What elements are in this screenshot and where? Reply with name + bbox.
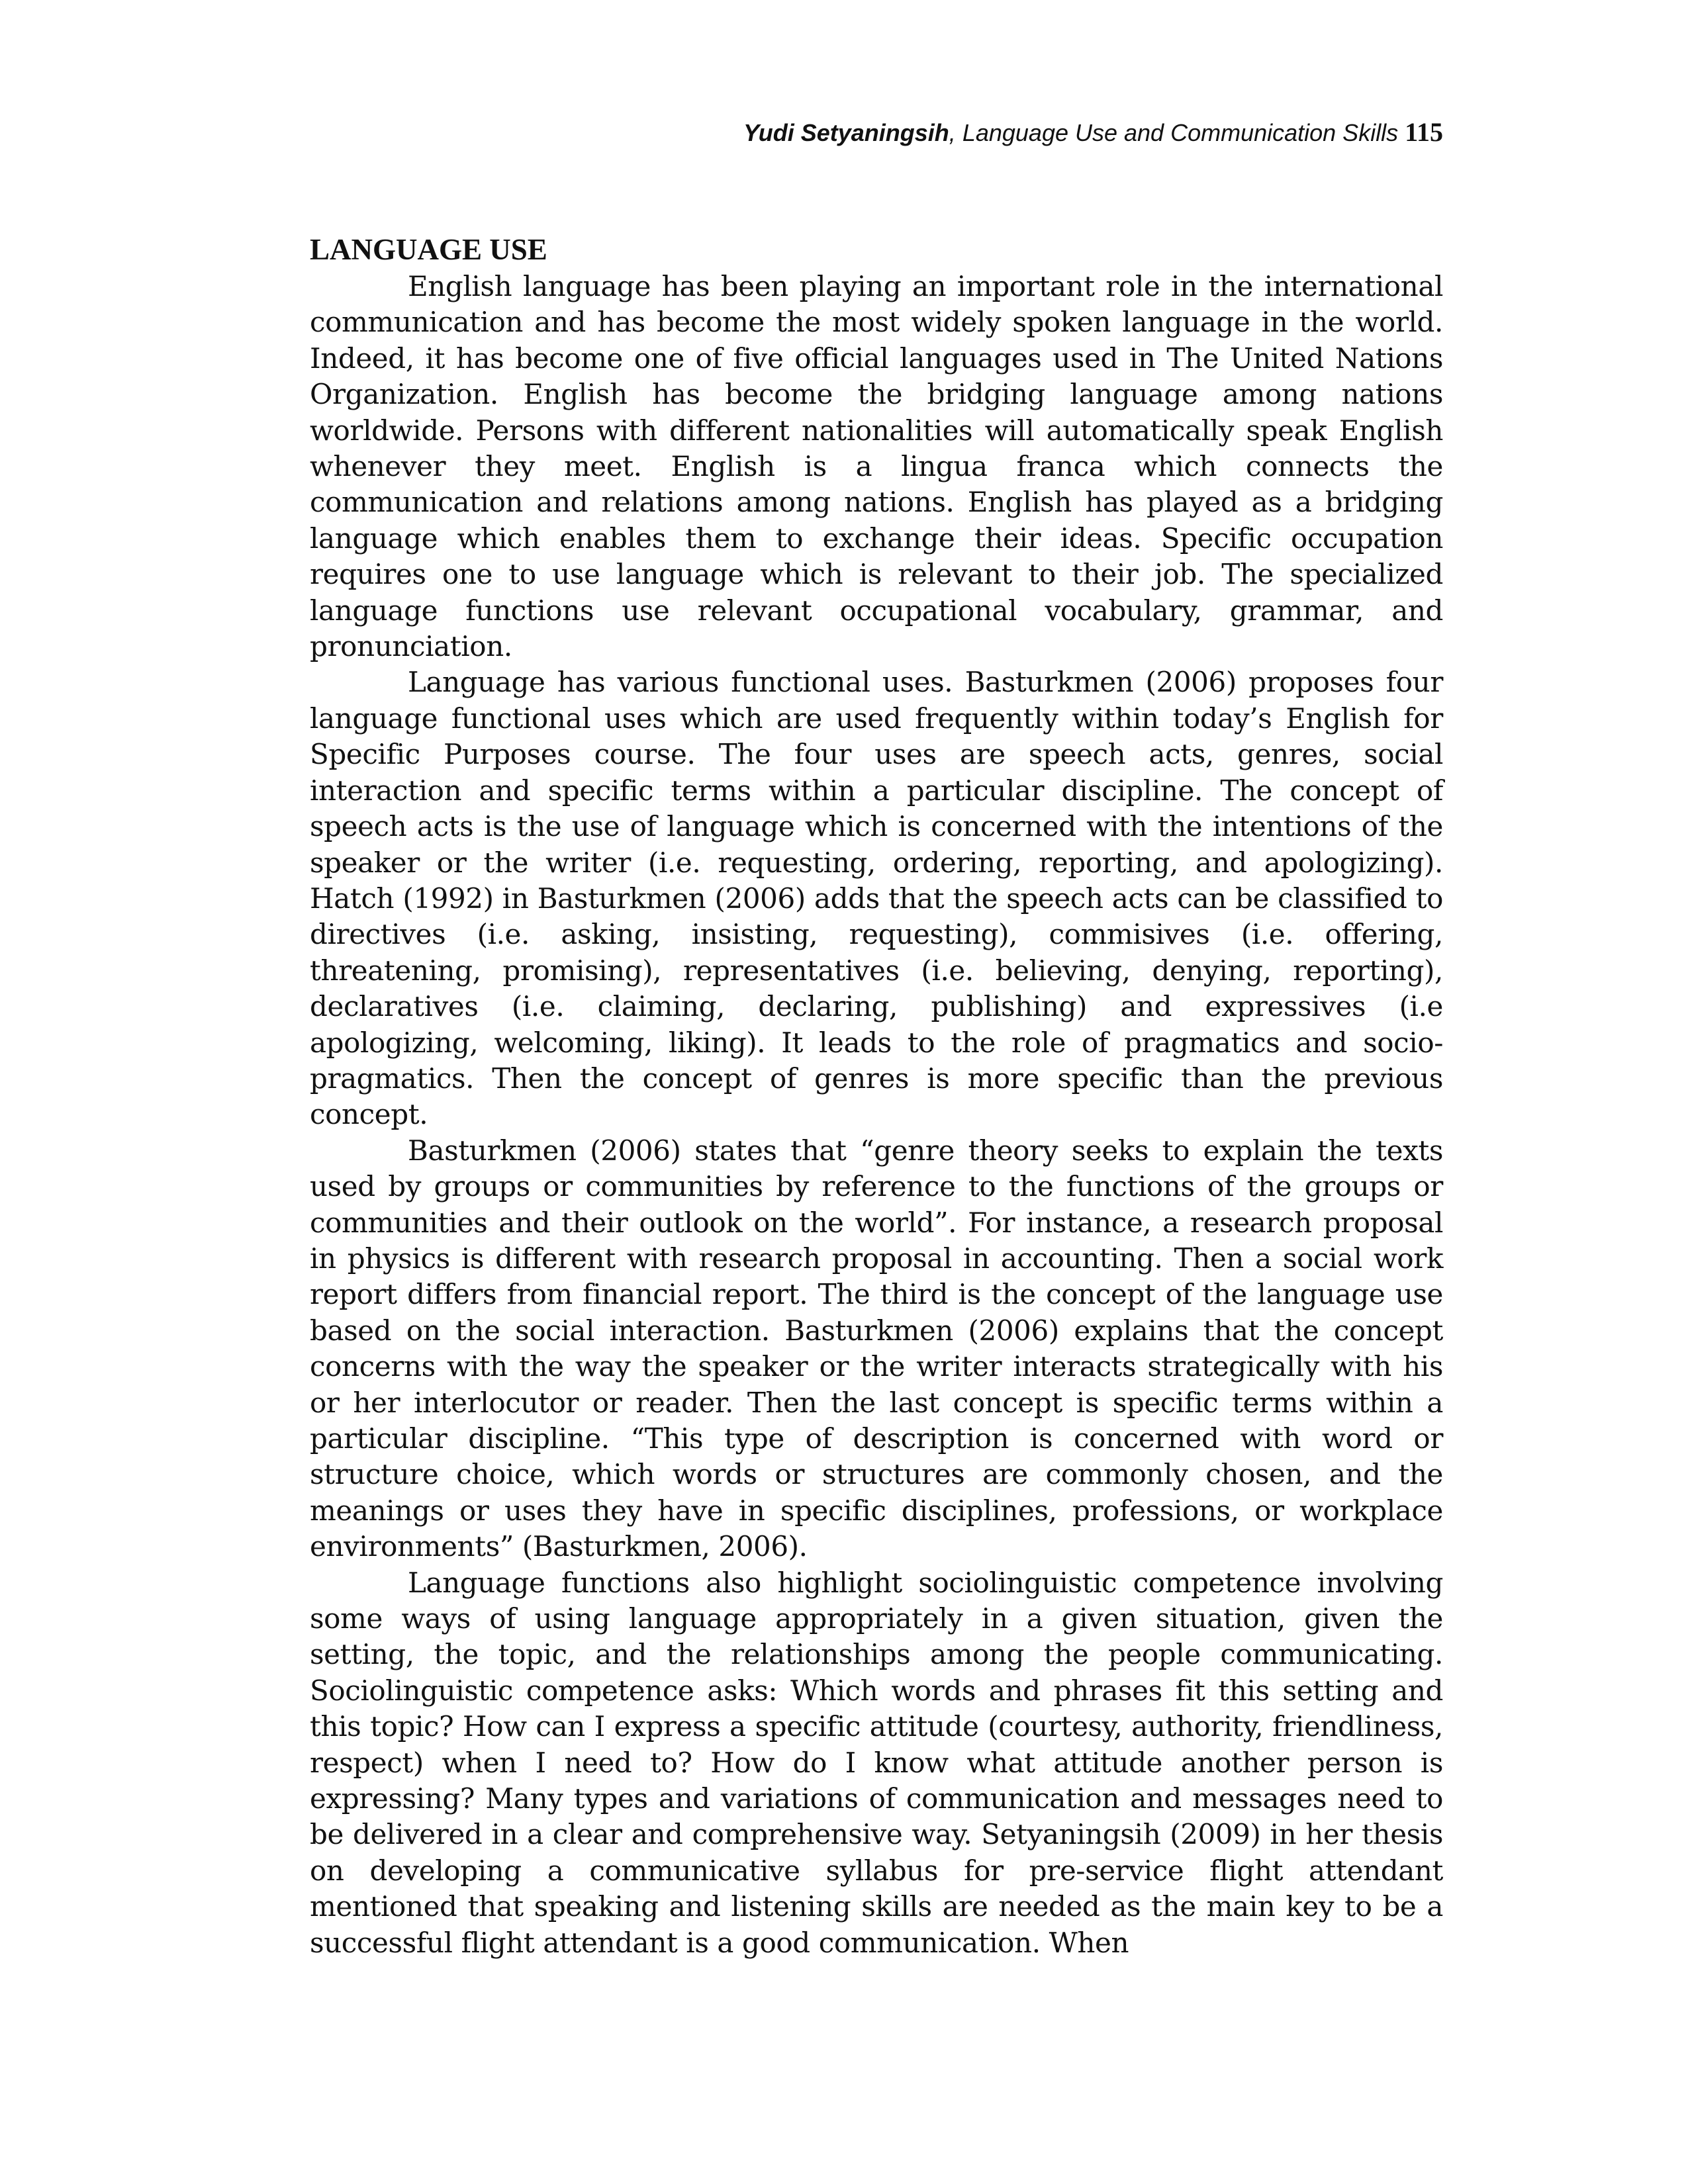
header-author: Yudi Setyaningsih (743, 119, 949, 146)
paragraph-3: Basturkmen (2006) states that “genre theory seeks to explain the texts used by groups or communities by reference to the functions of the groups or communities and their outlook on the world”. For instance, a research proposal in physics is different with research proposal in accounting. Then a social work report differs from financial report. The third is the concept of the language use based on the social interaction. Basturkmen (2006) explains that the concept concerns with the way the speaker or the writer interacts strategically with his or her interlocutor or reader. Then the last concept is specific terms within a particular discipline. “This type of description is concerned with word or structure choice, which words or structures are commonly chosen, and the meanings or uses they have in specific disciplines, professions, or workplace environments” (Basturkmen, 2006). (310, 1134, 1443, 1563)
paragraph-2: Language has various functional uses. Basturkmen (2006) proposes four language functional uses which are used frequently within today’s English for Specific Purposes course. The four uses are speech acts, genres, social interaction and specific terms within a particular discipline. The concept of speech acts is the use of language which is concerned with the intentions of the speaker or the writer (i.e. requesting, ordering, reporting, and apologizing). Hatch (1992) in Basturkmen (2006) adds that the speech acts can be classified to directives (i.e. asking, insisting, requesting), commisives (i.e. offering, threatening, promising), representatives (i.e. believing, denying, reporting), declaratives (i.e. claiming, declaring, publishing) and expressives (i.e apologizing, welcoming, liking). It leads to the role of pragmatics and socio-pragmatics. Then the concept of genres is more specific than the previous concept. (310, 666, 1443, 1131)
paragraph-4: Language functions also highlight sociolinguistic competence involving some ways of using language appropriately in a given situation, given the setting, the topic, and the relationships among the people communicating. Sociolinguistic competence asks: Which words and phrases fit this setting and this topic? How can I express a specific attitude (courtesy, authority, friendliness, respect) when I need to? How do I know what attitude another person is expressing? Many types and variations of communication and messages need to be delivered in a clear and comprehensive way. Setyaningsih (2009) in her thesis on developing a communicative syllabus for pre-service flight attendant mentioned that speaking and listening skills are needed as the main key to be a successful flight attendant is a good communication. When (310, 1566, 1443, 1959)
running-header (384, 118, 1443, 148)
paragraph-1: English language has been playing an important role in the international communication and has become the most widely spoken language in the world. Indeed, it has become one of five official languages used in The United Nations Organization. English has become the bridging language among nations worldwide. Persons with different nationalities will automatically speak English whenever they meet. English is a lingua franca which connects the communication and relations among nations. English has played as a bridging language which enables them to exchange their ideas. Specific occupation requires one to use language which is relevant to their job. The specialized language functions use relevant occupational vocabulary, grammar, and pronunciation. (310, 270, 1443, 663)
section-heading: LANGUAGE USE (310, 233, 547, 266)
body-text (310, 230, 1443, 1961)
header-article-title: Language Use and Communication Skills (962, 119, 1399, 146)
header-separator: , (949, 119, 962, 146)
page-number: 115 (1405, 117, 1443, 147)
